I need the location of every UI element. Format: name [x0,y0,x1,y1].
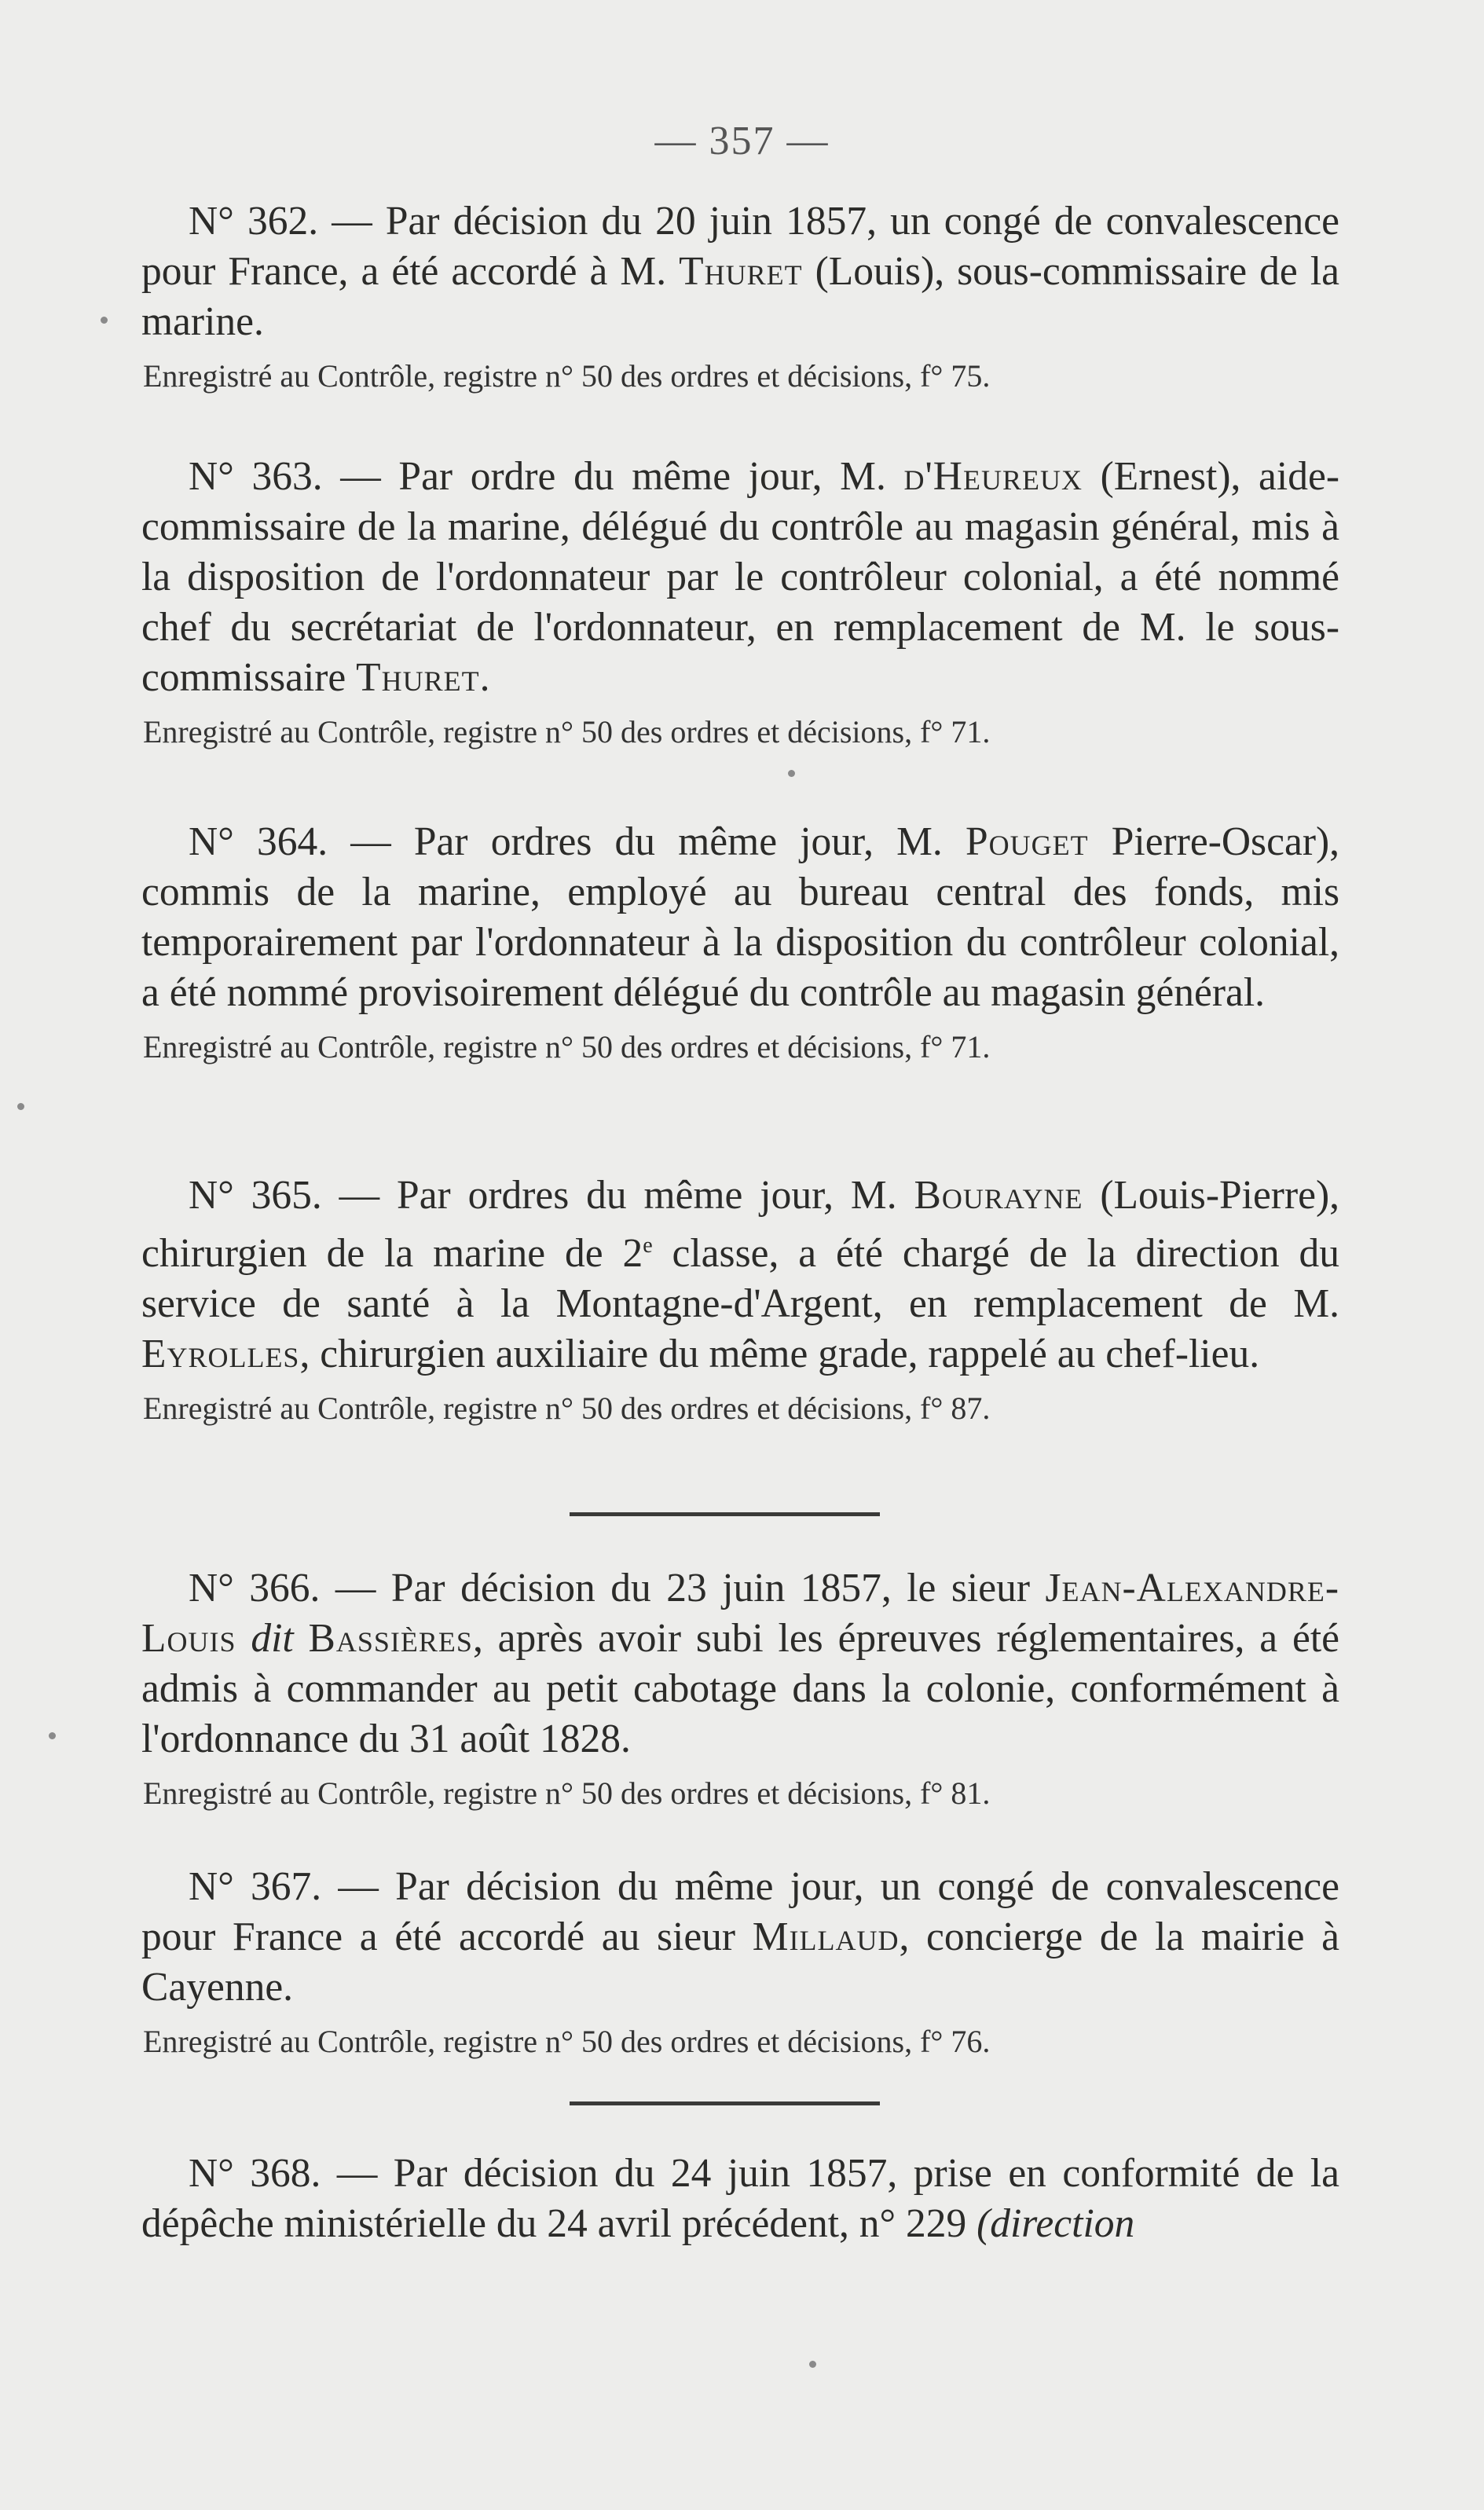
person-name: Thuret [356,655,480,700]
entry-363-text: N° 363. — Par ordre du même jour, M. d'Heureux (Ernest), aide-commissaire de la marine, délégué du contrôle au magasin général, mis à la disposition de l'ordonnateur par le contrôleur colonial, a été nommé chef du secrétariat de l'ordonnateur, en remplacement de M. le sous-commissaire Thuret. [141,454,1339,700]
paper-speck [809,2361,816,2368]
person-name: d'Heureux [903,454,1083,499]
entry-368-text: N° 368. — Par décision du 24 juin 1857, prise en conformité de la dépêche ministérielle du 24 avril précédent, n° 229 (direction [141,2151,1339,2246]
page-number: — 357 — [654,119,830,163]
paper-speck [17,1103,24,1110]
entry-362 [141,196,1339,396]
entry-367 [141,1862,1339,2061]
paper-speck [101,317,108,324]
paper-speck [788,770,795,777]
entry-362-registry: Enregistré au Contrôle, registre n° 50 des ordres et décisions, f° 75. [143,358,991,394]
entry-365 [141,1171,1339,1428]
person-name: Jean-Alexandre-Louis [141,1566,1339,1661]
person-name: Pouget [965,819,1089,864]
person-name: Bassières [308,1616,473,1661]
entry-363 [141,452,1339,752]
entry-367-registry: Enregistré au Contrôle, registre n° 50 des ordres et décisions, f° 76. [143,2024,991,2059]
entry-366 [141,1563,1339,1813]
entry-365-text: N° 365. — Par ordres du même jour, M. Bourayne (Louis-Pierre), chirurgien de la marine de 2e classe, a été chargé de la direction du service de santé à la Montagne-d'Argent, en remplacement de M. Eyrolles, chirurgien auxiliaire du même grade, rappelé au chef-lieu. [141,1173,1339,1377]
entry-365-registry: Enregistré au Contrôle, registre n° 50 des ordres et décisions, f° 87. [143,1391,991,1427]
separator-rule [570,1512,880,1516]
entry-364 [141,817,1339,1067]
entry-363-registry: Enregistré au Contrôle, registre n° 50 des ordres et décisions, f° 71. [143,714,991,749]
person-name: Bourayne [914,1173,1083,1218]
separator-rule [570,2101,880,2105]
entry-362-text: N° 362. — Par décision du 20 juin 1857, un congé de convalescence pour France, a été accordé à M. Thuret (Louis), sous-commissaire de la marine. [141,199,1339,344]
entry-364-text: N° 364. — Par ordres du même jour, M. Pouget Pierre-Oscar), commis de la marine, employé au bureau central des fonds, mis temporairement par l'ordonnateur à la disposition du contrôleur colonial, a été nommé provisoirement délégué du contrôle au magasin général. [141,819,1339,1015]
entry-368 [141,2149,1339,2249]
person-name: Eyrolles [141,1332,300,1377]
paper-speck [49,1732,56,1739]
entry-367-text: N° 367. — Par décision du même jour, un congé de convalescence pour France a été accordé au sieur Millaud, concierge de la mairie à Cayenne. [141,1864,1339,2010]
person-name: Millaud [752,1915,900,1959]
entry-366-text: N° 366. — Par décision du 23 juin 1857, le sieur Jean-Alexandre-Louis dit Bassières, après avoir subi les épreuves réglementaires, a été admis à commander au petit cabotage dans la colonie, conformément à l'ordonnance du 31 août 1828. [141,1566,1339,1761]
entry-364-registry: Enregistré au Contrôle, registre n° 50 des ordres et décisions, f° 71. [143,1029,991,1064]
person-name: Thuret [679,249,803,294]
entry-366-registry: Enregistré au Contrôle, registre n° 50 des ordres et décisions, f° 81. [143,1775,991,1811]
